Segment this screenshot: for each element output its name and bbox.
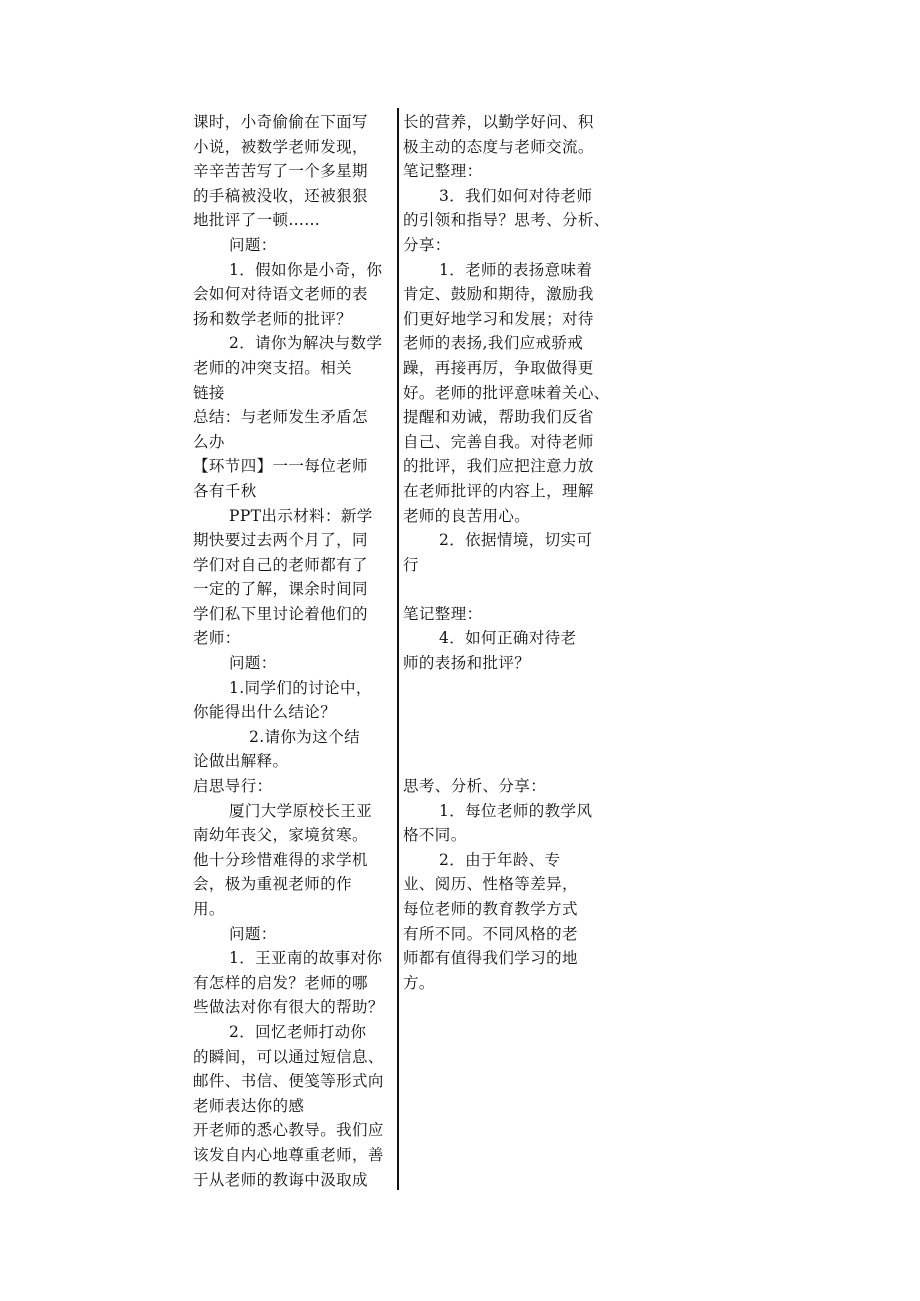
text-line: 老师表达你的感 [193,1096,305,1115]
text-line: 一定的了解，课余时间同 [193,580,368,599]
text-line: 自己、完善自我。对待老师 [403,432,594,451]
text-line: 提醒和劝诫，帮助我们反省 [403,408,594,427]
text-line: 2．回忆老师打动你 [229,1022,367,1041]
text-line: 极主动的态度与老师交流。 [403,137,594,156]
text-line: 分享： [403,235,451,254]
text-line: 问题： [229,924,277,943]
text-line: 方。 [403,973,435,992]
text-line: 于从老师的教诲中汲取成 [193,1170,368,1189]
text-line: 期快要过去两个月了，同 [193,531,368,550]
text-line: 各有千秋 [193,481,257,500]
text-line: 有所不同。不同风格的老 [403,924,578,943]
text-line: 每位老师的教育教学方式 [403,900,578,918]
text-line: 在老师批评的内容上，理解 [403,481,594,500]
text-line: 用。 [193,900,225,918]
text-line: 行 [403,555,419,574]
right-column [403,110,608,995]
text-line: 小说，被数学老师发现， [193,137,368,156]
left-column [193,110,393,1192]
text-line: 老师的冲突支招。相关 [193,358,353,377]
text-line: 链接 [193,383,225,402]
text-line: 些做法对你有很大的帮助？ [193,998,384,1017]
text-line: 问题： [229,235,277,254]
text-line: 躁，再接再厉，争取做得更 [403,358,594,377]
text-line: 地批评了一顿…… [193,211,321,230]
text-line: 格不同。 [403,826,467,845]
text-line: 老师的良苦用心。 [403,506,531,525]
text-line: 2．依据情境，切实可 [439,531,593,550]
blank-line [403,725,608,750]
text-line: 开老师的悉心教导。我们应 [193,1121,384,1140]
text-line: 4．如何正确对待老 [439,629,577,648]
text-line: 的瞬间，可以通过短信息、 [193,1047,384,1066]
text-line: 辛辛苦苦写了一个多星期 [193,162,368,181]
text-line: PPT出示材料：新学 [229,506,373,525]
text-line: 笔记整理： [403,604,483,623]
text-line: 老师的表扬,我们应戒骄戒 [403,334,584,353]
text-line: 老师： [193,629,241,648]
text-line: 他十分珍惜难得的求学机 [193,850,368,869]
text-line: 学们对自己的老师都有了 [193,555,368,574]
blank-line [403,749,608,774]
text-line: 扬和数学老师的批评？ [193,309,353,328]
text-line: 1．每位老师的教学风 [439,801,593,820]
text-line: 问题： [229,654,277,673]
text-line: 论做出解释。 [193,752,289,771]
text-line: 么办 [193,432,225,451]
text-line: 1．王亚南的故事对你 [229,949,383,968]
text-line: 的手稿被没收，还被狠狠 [193,186,368,205]
text-line: 1．老师的表扬意味着 [439,260,593,279]
text-line: 学们私下里讨论着他们的 [193,604,368,623]
text-line: 们更好地学习和发展；对待 [403,309,594,328]
text-line: 【环节四】一一每位老师 [193,457,368,476]
text-line: 的引领和指导？思考、分析、 [403,211,610,230]
blank-line [403,676,608,701]
text-line: 1．假如你是小奇，你 [229,260,383,279]
text-line: 笔记整理： [403,162,483,181]
text-line: 业、阅历、性格等差异， [403,875,578,894]
text-line: 厦门大学原校长王亚 [229,801,373,820]
text-line: 3．我们如何对待老师 [439,186,593,205]
text-line: 师的表扬和批评？ [403,654,531,673]
text-line: 2.请你为这个结 [249,727,360,746]
text-line: 长的营养，以勤学好问、积 [403,113,594,131]
column-divider [397,108,399,1190]
text-line: 会如何对待语文老师的表 [193,285,368,304]
text-line: 课时，小奇偷偷在下面写 [193,113,368,131]
text-line: 2．由于年龄、专 [439,850,561,869]
text-line: 有怎样的启发？老师的哪 [193,973,368,992]
text-line: 启思导行： [193,777,273,796]
text-line: 南幼年丧父，家境贫寒。 [193,826,368,845]
blank-line [403,577,608,602]
text-line: 2．请你为解决与数学 [229,334,383,353]
blank-line [403,700,608,725]
text-line: 师都有值得我们学习的地 [403,949,578,968]
text-line: 好。老师的批评意味着关心、 [403,383,610,402]
text-line: 1.同学们的讨论中， [229,678,372,697]
text-line: 你能得出什么结论？ [193,703,337,722]
text-line: 会，极为重视老师的作 [193,875,353,894]
text-line: 的批评，我们应把注意力放 [403,457,594,476]
text-line: 肯定、鼓励和期待，激励我 [403,285,594,304]
text-line: 思考、分析、分享： [403,777,547,796]
text-line: 总结：与老师发生矛盾怎 [193,408,368,427]
text-line: 该发自内心地尊重老师，善 [193,1145,384,1164]
text-line: 邮件、书信、便笺等形式向 [193,1072,384,1091]
